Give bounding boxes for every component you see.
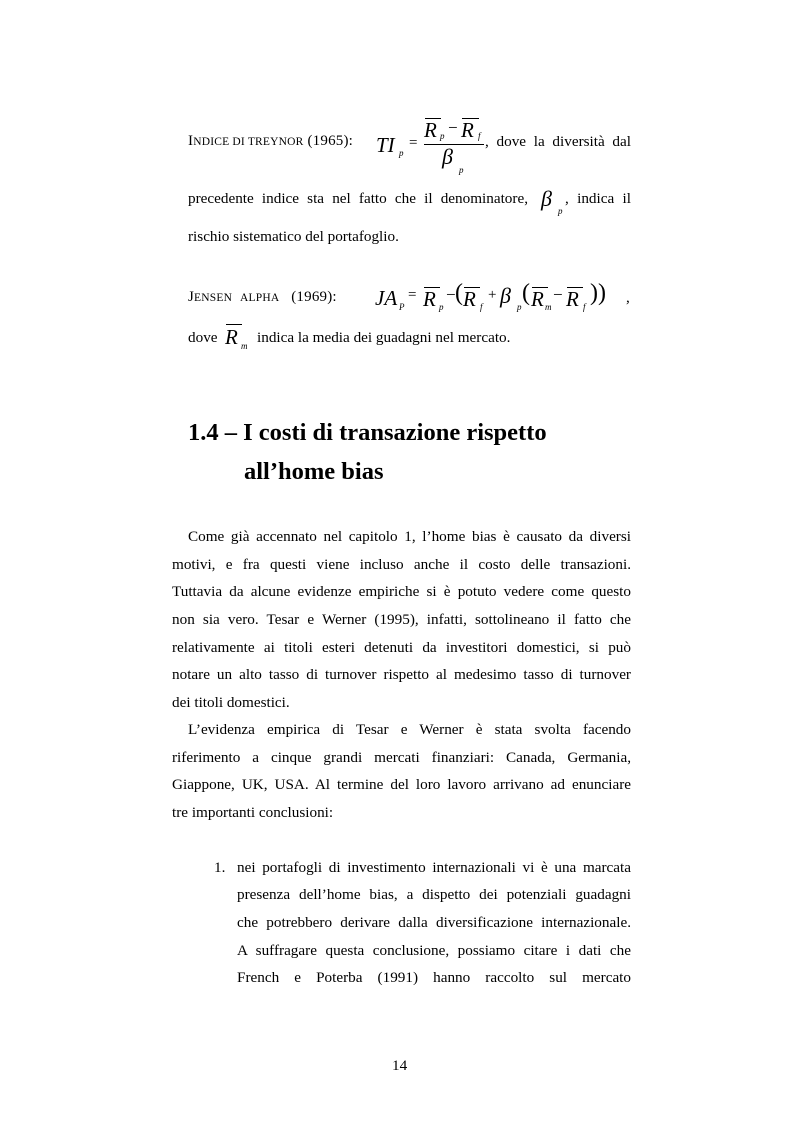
jensen-r3: R xyxy=(531,287,544,311)
jensen-minus1: − xyxy=(446,285,456,304)
jensen-r1-sub: p xyxy=(439,302,444,312)
jensen-lhs: JA xyxy=(375,286,398,310)
treynor-trailing-text: , dove la diversità dal xyxy=(485,133,631,150)
p1-line: Tuttavia da alcune evidenze empiriche si è potuto vedere come questo xyxy=(172,583,631,600)
treynor-line2-end: , indica il xyxy=(565,190,631,207)
jensen-lhs-sub: P xyxy=(399,302,405,312)
jensen-line2-start: dove xyxy=(188,329,218,346)
jensen-label xyxy=(188,290,337,305)
treynor-inline-beta-sub: p xyxy=(558,206,563,216)
treynor-label-rest: NDICE DI TREYNOR xyxy=(193,136,304,148)
jensen-label-rest: ENSEN xyxy=(194,292,233,304)
jensen-beta: β xyxy=(500,283,511,308)
list-item-line: French e Poterba (1991) hanno raccolto sul mercato xyxy=(237,969,631,986)
section-heading-line2: all’home bias xyxy=(244,458,384,485)
treynor-label-initial: I xyxy=(188,133,194,149)
treynor-den-sub: p xyxy=(459,165,464,175)
list-item-number: 1. xyxy=(214,859,226,876)
treynor-num-b-sub: f xyxy=(478,131,481,141)
jensen-r4: R xyxy=(566,287,579,311)
section-heading-line1: 1.4 – I costi di transazione rispetto xyxy=(188,419,547,446)
treynor-line3: rischio sistematico del portafoglio. xyxy=(188,228,399,245)
jensen-paren-close: )) xyxy=(590,280,606,306)
jensen-paren-open: ( xyxy=(455,280,463,306)
jensen-paren-open-2: ( xyxy=(522,280,530,306)
treynor-minus: − xyxy=(448,118,458,137)
jensen-r4-sub: f xyxy=(583,302,586,312)
jensen-year: (1969): xyxy=(291,289,337,305)
jensen-r1: R xyxy=(423,287,436,311)
list-item-line: presenza dell’home bias, a dispetto dei potenziali guadagni xyxy=(237,886,631,903)
p2-line: L’evidenza empirica di Tesar e Werner è stata svolta facendo xyxy=(188,721,631,738)
jensen-label-initial: J xyxy=(188,289,195,305)
jensen-label-alpha: ALPHA xyxy=(240,292,280,304)
treynor-lhs-sub: p xyxy=(399,148,404,158)
jensen-rm-sub: m xyxy=(241,341,248,351)
treynor-num-a: R xyxy=(424,118,437,142)
jensen-rm: R xyxy=(225,325,238,349)
treynor-label xyxy=(188,134,353,149)
jensen-r2-sub: f xyxy=(480,302,483,312)
treynor-inline-beta: β xyxy=(541,186,552,211)
jensen-line2-end: indica la media dei guadagni nel mercato. xyxy=(257,329,511,346)
list-item-line: A suffragare questa conclusione, possiamo citare i dati che xyxy=(237,942,631,959)
p1-line: dei titoli domestici. xyxy=(172,694,290,711)
treynor-den-beta: β xyxy=(442,144,453,169)
p1-line: motivi, e fra questi viene incluso anche il costo delle transazioni. xyxy=(172,556,631,573)
list-item-line: che potrebbero derivare dalla diversificazione internazionale. xyxy=(237,914,631,931)
treynor-fraction-bar xyxy=(424,144,484,145)
jensen-minus2: − xyxy=(553,285,563,304)
treynor-equals: = xyxy=(409,135,418,151)
jensen-equals: = xyxy=(408,287,417,303)
p2-line: riferimento a cinque grandi mercati finanziari: Canada, Germania, xyxy=(172,749,631,766)
treynor-num-b: R xyxy=(461,118,474,142)
p2-line: Giappone, UK, USA. Al termine del loro lavoro arrivano ad enunciare xyxy=(172,776,631,793)
treynor-year: (1965): xyxy=(307,133,354,149)
treynor-num-a-sub: p xyxy=(440,131,445,141)
jensen-plus: + xyxy=(488,287,497,303)
jensen-beta-sub: p xyxy=(517,302,522,312)
list-item-line: nei portafogli di investimento internazionali vi è una marcata xyxy=(237,859,631,876)
p2-line: tre importanti conclusioni: xyxy=(172,804,334,821)
jensen-r2: R xyxy=(463,287,476,311)
jensen-comma: , xyxy=(626,289,630,306)
page-number: 14 xyxy=(392,1057,408,1074)
p1-line: relativamente ai titoli esteri detenuti da investitori domestici, si può xyxy=(172,639,631,656)
p1-line: Come già accennato nel capitolo 1, l’home bias è causato da diversi xyxy=(188,528,631,545)
p1-line: notare un alto tasso di turnover rispetto al medesimo tasso di turnover xyxy=(172,666,631,683)
jensen-r3-sub: m xyxy=(545,302,552,312)
treynor-lhs: TI xyxy=(376,133,395,157)
p1-line: non sia vero. Tesar e Werner (1995), infatti, sottolineano il fatto che xyxy=(172,611,631,628)
treynor-line2-start: precedente indice sta nel fatto che il denominatore, xyxy=(188,190,528,207)
